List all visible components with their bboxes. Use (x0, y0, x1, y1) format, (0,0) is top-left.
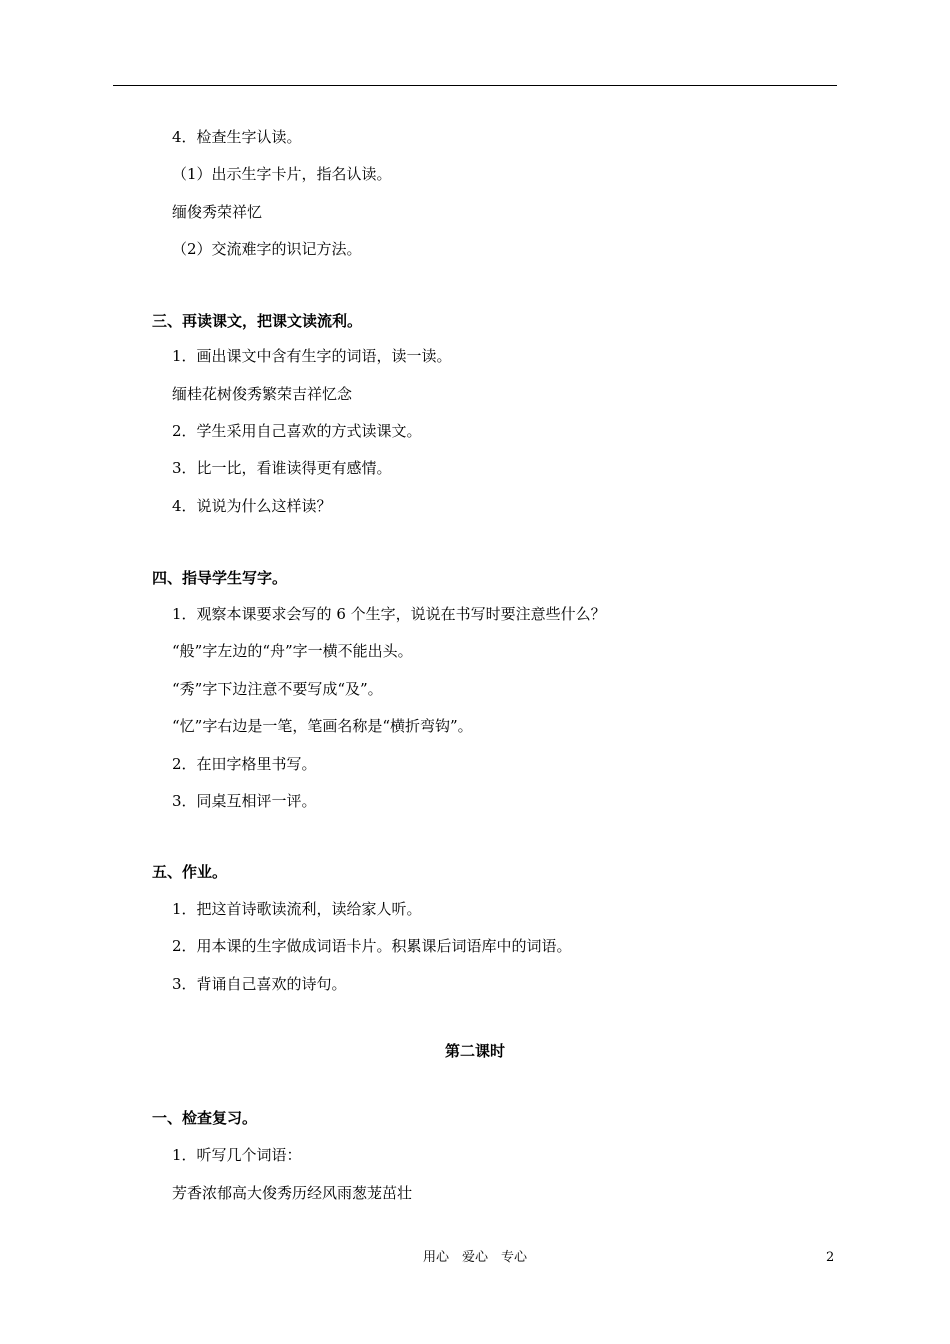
note-ban: “般”字左边的“舟”字一横不能出头。 (172, 642, 413, 660)
item-dictation: 1．听写几个词语： (172, 1146, 302, 1164)
item-mark-words: 1．画出课文中含有生字的词语，读一读。 (172, 347, 452, 365)
section-heading-five: 五、作业。 (152, 863, 228, 881)
page-number: 2 (826, 1250, 835, 1265)
dictation-word-list: 芳香浓郁高大俊秀历经风雨葱茏茁壮 (172, 1184, 413, 1202)
item-discuss-memory: （2）交流难字的识记方法。 (172, 240, 362, 258)
item-observe-characters: 1．观察本课要求会写的 6 个生字，说说在书写时要注意些什么？ (172, 605, 606, 623)
item-peer-review: 3．同桌互相评一评。 (172, 792, 317, 810)
character-list: 缅俊秀荣祥忆 (172, 203, 263, 221)
item-write-grid: 2．在田字格里书写。 (172, 755, 317, 773)
footer-slogan: 用心 爱心 专心 (422, 1250, 527, 1265)
homework-read: 1．把这首诗歌读流利，读给家人听。 (172, 900, 422, 918)
homework-recite: 3．背诵自己喜欢的诗句。 (172, 975, 347, 993)
note-xiu: “秀”字下边注意不要写成“及”。 (172, 680, 383, 698)
lesson-two-title: 第二课时 (444, 1042, 505, 1060)
word-list: 缅桂花树俊秀繁荣吉祥忆念 (172, 385, 353, 403)
item-explain: 4．说说为什么这样读？ (172, 497, 332, 515)
section-heading-four: 四、指导学生写字。 (152, 569, 288, 587)
item-show-cards: （1）出示生字卡片，指名认读。 (172, 165, 392, 183)
note-yi: “忆”字右边是一笔，笔画名称是“横折弯钩”。 (172, 717, 473, 735)
section-heading-three: 三、再读课文，把课文读流利。 (152, 312, 363, 330)
section-heading-one: 一、检查复习。 (152, 1109, 258, 1127)
homework-cards: 2．用本课的生字做成词语卡片。积累课后词语库中的词语。 (172, 937, 572, 955)
header-rule (113, 85, 837, 86)
item-read-own-way: 2．学生采用自己喜欢的方式读课文。 (172, 422, 422, 440)
item-compare: 3．比一比，看谁读得更有感情。 (172, 459, 392, 477)
item-check-characters: 4．检查生字认读。 (172, 128, 302, 146)
